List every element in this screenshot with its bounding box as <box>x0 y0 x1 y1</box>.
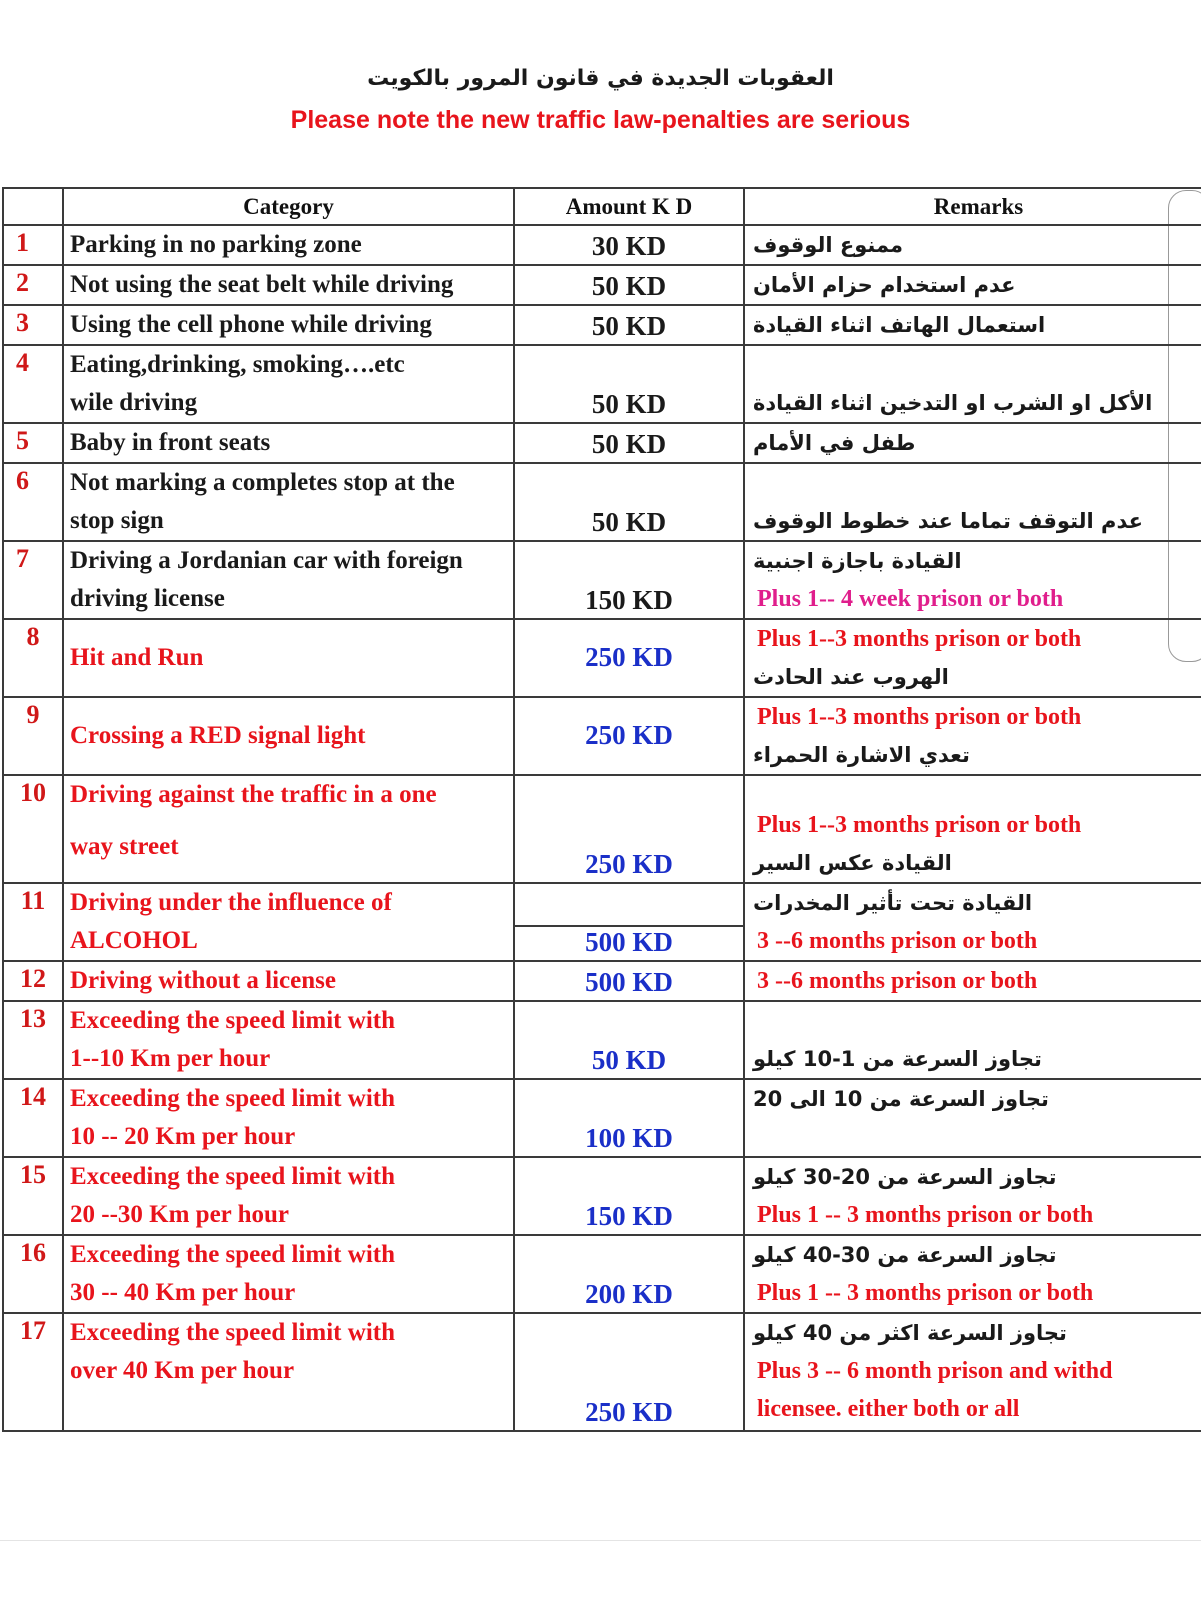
amount-value: 50 KD <box>591 271 667 301</box>
table-row <box>3 1079 1201 1157</box>
amount-cell <box>514 1235 744 1313</box>
remarks-cell <box>744 1313 1201 1431</box>
amount-value: 30 KD <box>591 231 667 261</box>
remarks-cell <box>744 961 1201 1001</box>
amount-cell <box>514 697 744 775</box>
remark-english: Plus 1--3 months prison or both <box>757 812 1082 838</box>
remarks-cell <box>744 541 1201 619</box>
amount-cell <box>514 619 744 697</box>
category-cell <box>63 1001 514 1079</box>
category-text: way street <box>70 833 179 860</box>
remarks-cell <box>744 619 1201 697</box>
remark-arabic: ممنوع الوقوف <box>753 233 904 257</box>
category-text: Exceeding the speed limit with <box>70 1085 395 1112</box>
row-number: 11 <box>20 886 46 915</box>
category-text: Driving a Jordanian car with foreign <box>70 547 463 574</box>
amount-cell <box>514 1001 744 1079</box>
remark-arabic: القيادة تحت تأثير المخدرات <box>753 891 1033 915</box>
remark-arabic: القيادة باجازة اجنبية <box>753 549 962 573</box>
remarks-cell <box>744 463 1201 541</box>
table-row <box>3 883 1201 961</box>
bottom-divider <box>0 1540 1201 1541</box>
row-number: 17 <box>20 1316 46 1345</box>
remarks-cell <box>744 423 1201 463</box>
remark-arabic: عدم التوقف تماما عند خطوط الوقوف <box>753 509 1143 533</box>
remarks-cell <box>744 775 1201 883</box>
row-number-cell <box>3 1079 63 1157</box>
category-cell <box>63 883 514 961</box>
remark-arabic: عدم استخدام حزام الأمان <box>753 273 1016 297</box>
table-row <box>3 463 1201 541</box>
remark-arabic: الأكل او الشرب او التدخين اثناء القيادة <box>753 391 1153 415</box>
category-text: Driving against the traffic in a one <box>70 781 437 808</box>
amount-value: 100 KD <box>585 1123 673 1153</box>
row-number: 2 <box>16 268 29 297</box>
amount-value: 250 KD <box>585 849 673 879</box>
row-number: 12 <box>20 964 46 993</box>
remark-arabic: تجاوز السرعة من 20-30 كيلو <box>753 1165 1057 1189</box>
page-title-arabic: العقوبات الجديدة في قانون المرور بالكويت <box>367 66 834 91</box>
header-remarks: Remarks <box>744 188 1201 225</box>
row-number-cell <box>3 225 63 265</box>
category-text: Not marking a completes stop at the <box>70 469 455 496</box>
category-cell <box>63 463 514 541</box>
row-number: 16 <box>20 1238 46 1267</box>
header-number <box>3 188 63 225</box>
remark-arabic: استعمال الهاتف اثناء القيادة <box>753 313 1046 337</box>
row-number-cell <box>3 345 63 423</box>
amount-value: 50 KD <box>591 429 667 459</box>
remark-english: 3 --6 months prison or both <box>757 928 1038 954</box>
category-cell <box>63 305 514 345</box>
amount-value: 50 KD <box>591 1045 667 1075</box>
amount-value: 150 KD <box>585 585 673 615</box>
amount-value: 250 KD <box>585 1397 673 1427</box>
category-text: Exceeding the speed limit with <box>70 1319 395 1346</box>
table-row <box>3 1313 1201 1431</box>
row-number: 9 <box>26 700 40 729</box>
row-number-cell <box>3 265 63 305</box>
category-text: stop sign <box>70 507 164 534</box>
penalties-table-wrapper <box>2 187 1201 1432</box>
remark-english: Plus 1 -- 3 months prison or both <box>757 1202 1094 1228</box>
category-text: Driving without a license <box>70 967 336 994</box>
row-number: 3 <box>16 308 29 337</box>
row-number: 5 <box>16 426 29 455</box>
row-number-cell <box>3 1235 63 1313</box>
amount-cell <box>514 541 744 619</box>
remark-english: licensee. either both or all <box>757 1396 1020 1422</box>
row-number-cell <box>3 883 63 961</box>
amount-value: 500 KD <box>585 927 673 957</box>
table-row <box>3 1235 1201 1313</box>
spacer <box>745 776 1201 806</box>
category-text: Parking in no parking zone <box>70 231 362 258</box>
category-cell <box>63 1157 514 1235</box>
amount-value: 500 KD <box>585 967 673 997</box>
amount-value: 50 KD <box>591 311 667 341</box>
remark-english: Plus 1--3 months prison or both <box>757 626 1082 652</box>
category-text: wile driving <box>70 389 198 416</box>
amount-value: 250 KD <box>585 641 673 672</box>
row-number: 14 <box>20 1082 46 1111</box>
category-cell <box>63 961 514 1001</box>
category-text: 1--10 Km per hour <box>70 1045 271 1072</box>
amount-cell <box>514 423 744 463</box>
amount-cell <box>514 775 744 883</box>
table-row <box>3 265 1201 305</box>
amount-value: 150 KD <box>585 1201 673 1231</box>
table-header-row <box>3 188 1201 225</box>
row-number: 8 <box>26 622 40 651</box>
row-number-cell <box>3 463 63 541</box>
category-text: 30 -- 40 Km per hour <box>70 1279 296 1306</box>
category-cell <box>63 1313 514 1431</box>
amount-value: 250 KD <box>585 719 673 750</box>
row-number-cell <box>3 1001 63 1079</box>
remarks-cell <box>744 1001 1201 1079</box>
remark-arabic: تعدي الاشارة الحمراء <box>753 743 970 767</box>
table-row <box>3 225 1201 265</box>
category-text: Hit and Run <box>70 644 204 671</box>
row-number-cell <box>3 961 63 1001</box>
amount-cell <box>514 305 744 345</box>
amount-value: 50 KD <box>591 389 667 419</box>
remarks-cell <box>744 1235 1201 1313</box>
row-number-cell <box>3 619 63 697</box>
table-row <box>3 697 1201 775</box>
table-row <box>3 541 1201 619</box>
table-row <box>3 1157 1201 1235</box>
category-text: Baby in front seats <box>70 429 271 456</box>
remark-arabic: الهروب عند الحادث <box>753 665 949 689</box>
row-number: 6 <box>16 466 29 495</box>
category-text: 20 --30 Km per hour <box>70 1201 289 1228</box>
remarks-cell <box>744 1157 1201 1235</box>
amount-cell <box>514 883 744 961</box>
category-text: Exceeding the speed limit with <box>70 1007 395 1034</box>
page-title-english: Please note the new traffic law-penalties are serious <box>290 106 911 134</box>
header-amount: Amount K D <box>514 188 744 225</box>
amount-cell <box>514 463 744 541</box>
amount-cell <box>514 225 744 265</box>
table-row <box>3 961 1201 1001</box>
header-category: Category <box>63 188 514 225</box>
row-number: 1 <box>16 228 29 257</box>
table-row <box>3 423 1201 463</box>
category-text: Eating,drinking, smoking….etc <box>70 351 405 378</box>
row-number: 13 <box>20 1004 46 1033</box>
row-number-cell <box>3 1157 63 1235</box>
remarks-cell <box>744 225 1201 265</box>
category-text: over 40 Km per hour <box>70 1357 295 1384</box>
remarks-cell <box>744 1079 1201 1157</box>
remarks-cell <box>744 883 1201 961</box>
category-cell <box>63 619 514 697</box>
remark-arabic: تجاوز السرعة من 10 الى 20 <box>753 1087 1049 1111</box>
category-cell <box>63 1235 514 1313</box>
remarks-cell <box>744 305 1201 345</box>
row-number-cell <box>3 423 63 463</box>
category-text: 10 -- 20 Km per hour <box>70 1123 296 1150</box>
category-text: Driving under the influence of <box>70 889 392 916</box>
amount-cell <box>514 1157 744 1235</box>
remark-english: Plus 3 -- 6 month prison and withd <box>757 1358 1113 1384</box>
table-row <box>3 1001 1201 1079</box>
remark-arabic: تجاوز السرعة من 30-40 كيلو <box>753 1243 1057 1267</box>
remarks-cell <box>744 265 1201 305</box>
amount-cell <box>514 1313 744 1431</box>
remark-arabic: تجاوز السرعة من 1-10 كيلو <box>753 1047 1042 1071</box>
category-cell <box>63 775 514 883</box>
category-text: Exceeding the speed limit with <box>70 1241 395 1268</box>
amount-split-divider <box>515 887 743 927</box>
row-number-cell <box>3 775 63 883</box>
category-text: Not using the seat belt while driving <box>70 271 454 298</box>
table-row <box>3 305 1201 345</box>
category-cell <box>63 265 514 305</box>
row-number: 4 <box>16 348 29 377</box>
category-cell <box>63 541 514 619</box>
remark-english: Plus 1 -- 3 months prison or both <box>757 1280 1094 1306</box>
remark-english: 3 --6 months prison or both <box>757 968 1038 994</box>
row-number: 7 <box>16 544 29 573</box>
amount-value: 200 KD <box>585 1279 673 1309</box>
row-number-cell <box>3 541 63 619</box>
table-row <box>3 775 1201 883</box>
table-row <box>3 345 1201 423</box>
amount-cell <box>514 1079 744 1157</box>
remark-arabic: طفل في الأمام <box>753 431 916 455</box>
remark-english: Plus 1-- 4 week prison or both <box>757 586 1064 612</box>
table-row <box>3 619 1201 697</box>
category-text: Exceeding the speed limit with <box>70 1163 395 1190</box>
row-number-cell <box>3 697 63 775</box>
remarks-cell <box>744 345 1201 423</box>
amount-cell <box>514 961 744 1001</box>
remark-arabic: تجاوز السرعة اكثر من 40 كيلو <box>753 1321 1067 1345</box>
category-text: Crossing a RED signal light <box>70 722 366 749</box>
amount-cell <box>514 345 744 423</box>
row-number-cell <box>3 305 63 345</box>
remarks-cell <box>744 697 1201 775</box>
remark-english: Plus 1--3 months prison or both <box>757 704 1082 730</box>
amount-value: 50 KD <box>591 507 667 537</box>
category-cell <box>63 1079 514 1157</box>
row-number: 15 <box>20 1160 46 1189</box>
category-cell <box>63 697 514 775</box>
remark-arabic: القيادة عكس السير <box>753 851 952 875</box>
category-cell <box>63 423 514 463</box>
category-cell <box>63 345 514 423</box>
row-number-cell <box>3 1313 63 1431</box>
category-text: driving license <box>70 585 225 612</box>
penalties-table <box>2 187 1201 1432</box>
amount-cell <box>514 265 744 305</box>
category-text: Using the cell phone while driving <box>70 311 432 338</box>
category-text: ALCOHOL <box>70 927 198 954</box>
category-cell <box>63 225 514 265</box>
row-number: 10 <box>20 778 46 807</box>
